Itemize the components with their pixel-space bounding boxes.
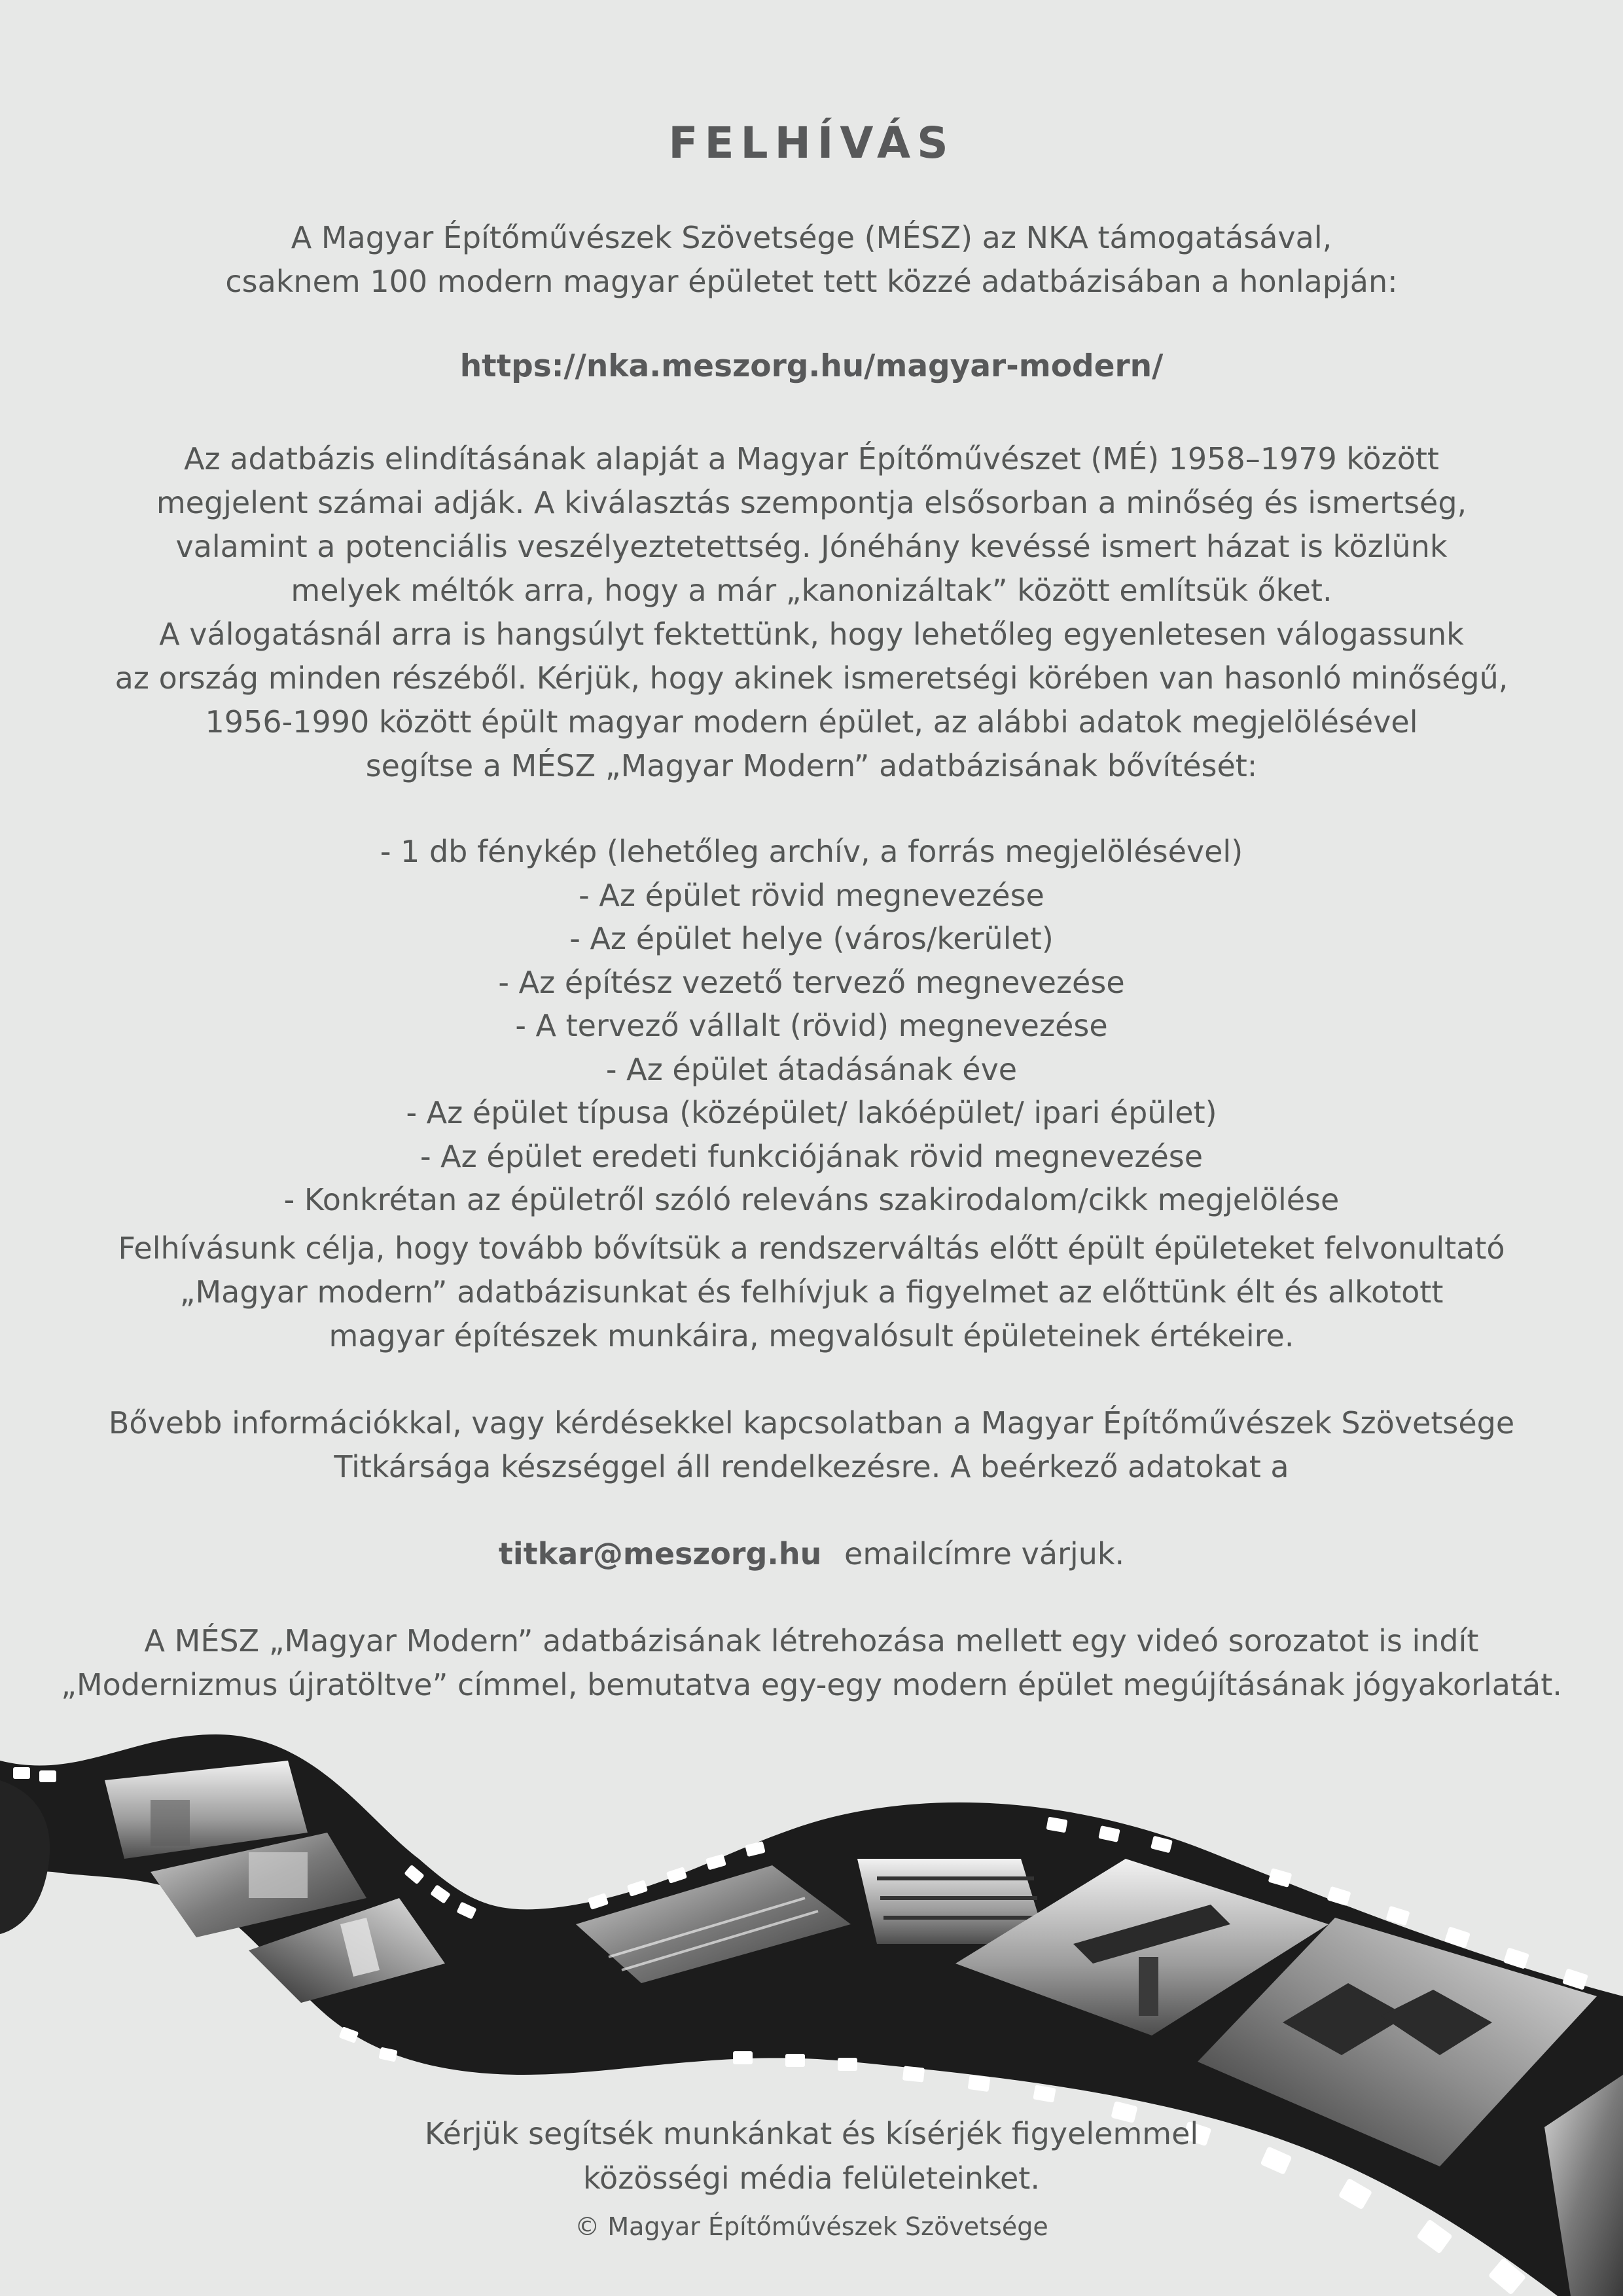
required-data-list xyxy=(0,830,1623,1222)
intro-paragraph xyxy=(0,216,1623,304)
video-line: A MÉSZ „Magyar Modern” adatbázisának létrehozása mellett egy videó sorozatot is indít xyxy=(144,1623,1479,1659)
database-link[interactable]: https://nka.meszorg.hu/magyar-modern/ xyxy=(459,348,1164,384)
goal-line: Felhívásunk célja, hogy tovább bővítsük a rendszerváltás előtt épült épületeket felvonultató xyxy=(118,1230,1505,1266)
goal-line: magyar építészek munkáira, megvalósult épületeinek értékeire. xyxy=(329,1318,1294,1354)
body-paragraph xyxy=(0,437,1623,788)
goal-paragraph xyxy=(0,1227,1623,1358)
list-item: - Az épület eredeti funkciójának rövid megnevezése xyxy=(419,1138,1204,1174)
list-item: - Az épület helye (város/kerület) xyxy=(569,921,1054,956)
list-item: - Az épület típusa (középület/ lakóépület/ ipari épület) xyxy=(406,1095,1217,1130)
list-item: - Az épület rövid megnevezése xyxy=(579,877,1044,913)
list-item: - 1 db fénykép (lehetőleg archív, a forrás megjelölésével) xyxy=(380,834,1243,869)
list-item: - Az épület átadásának éve xyxy=(605,1051,1018,1087)
copyright-notice: © Magyar Építőművészek Szövetsége xyxy=(575,2212,1048,2241)
goal-line: „Magyar modern” adatbázisunkat és felhívjuk a figyelmet az előttünk élt és alkotott xyxy=(179,1274,1444,1310)
body-line: megjelent számai adják. A kiválasztás szempontja elsősorban a minőség és ismertség, xyxy=(156,485,1467,520)
body-line: valamint a potenciális veszélyeztetettség. Jónéhány kevéssé ismert házat is közlünk xyxy=(175,529,1448,564)
intro-line: csaknem 100 modern magyar épületet tett közzé adatbázisában a honlapján: xyxy=(225,264,1398,299)
body-line: A válogatásnál arra is hangsúlyt fektettünk, hogy lehetőleg egyenletesen válogassunk xyxy=(159,617,1464,652)
body-line: az ország minden részéből. Kérjük, hogy akinek ismeretségi körében van hasonló minőségű, xyxy=(115,660,1508,696)
body-line: Az adatbázis elindításának alapját a Magyar Építőművészet (MÉ) 1958–1979 között xyxy=(184,441,1439,476)
intro-line: A Magyar Építőművészek Szövetsége (MÉSZ) az NKA támogatásával, xyxy=(291,220,1332,255)
email-suffix: emailcímre várjuk. xyxy=(844,1536,1125,1571)
email-link[interactable]: titkar@meszorg.hu xyxy=(498,1536,822,1571)
footer-message xyxy=(0,2111,1623,2200)
body-line: segítse a MÉSZ „Magyar Modern” adatbázisának bővítését: xyxy=(365,748,1258,783)
contact-line: Bővebb információkkal, vagy kérdésekkel kapcsolatban a Magyar Építőművészek Szövetsége xyxy=(108,1405,1515,1441)
footer-line: Kérjük segítsék munkánkat és kísérjék figyelemmel xyxy=(424,2116,1199,2151)
video-paragraph xyxy=(0,1619,1623,1707)
video-line: „Modernizmus újratöltve” címmel, bemutatva egy-egy modern épület megújításának jógyakorlatát. xyxy=(61,1667,1562,1702)
email-line xyxy=(0,1532,1623,1576)
list-item: - Az építész vezető tervező megnevezése xyxy=(498,964,1125,1000)
footer-line: közösségi média felületeinket. xyxy=(583,2161,1040,2196)
filmstrip-illustration xyxy=(0,1708,1623,2296)
list-item: - A tervező vállalt (rövid) megnevezése xyxy=(515,1008,1108,1043)
contact-paragraph xyxy=(0,1401,1623,1489)
list-item: - Konkrétan az épületről szóló releváns szakirodalom/cikk megjelölése xyxy=(283,1182,1340,1217)
page-title: FELHÍVÁS xyxy=(668,118,955,168)
body-line: 1956-1990 között épült magyar modern épület, az alábbi adatok megjelölésével xyxy=(205,704,1418,740)
body-line: melyek méltók arra, hogy a már „kanonizáltak” között említsük őket. xyxy=(291,573,1332,608)
contact-line: Titkársága készséggel áll rendelkezésre. A beérkező adatokat a xyxy=(334,1449,1289,1484)
